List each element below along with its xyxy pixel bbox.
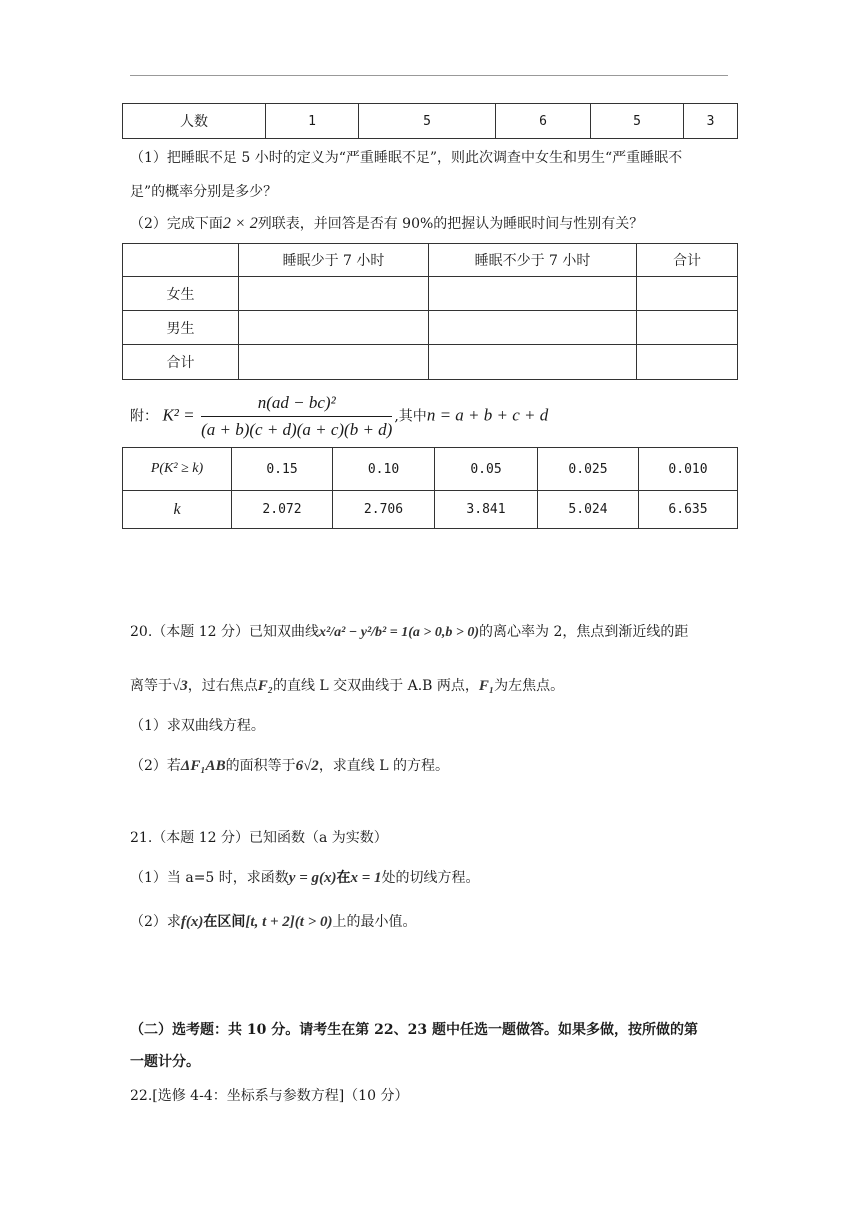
q21-text: 上的最小值。 [332,914,417,930]
table-header [123,244,239,277]
q20-text: 离等于 [130,678,172,694]
row-label: 合计 [123,345,239,380]
q21-text: （1）当 a=5 时，求函数 [130,870,289,886]
empty-cell [239,311,429,345]
q20-math: 6√2 [295,758,319,774]
k-label: k [123,491,232,529]
q21-text: 处的切线方程。 [381,870,480,886]
k-value: 3.841 [435,491,538,529]
p-label: P(K² ≥ k) [123,448,232,491]
empty-cell [637,345,738,380]
p-value: 0.010 [639,448,738,491]
formula-suffix: ,其中 [394,408,427,425]
count-table [122,103,738,139]
q20-line1 [130,622,688,643]
p-value: 0.10 [333,448,435,491]
table-header: 睡眠不少于 7 小时 [429,244,637,277]
q20-text: 的直线 L 交双曲线于 A.B 两点， [272,678,479,694]
table-row [123,345,738,380]
q21-text: 在区间 [203,914,246,930]
q21-text: （2）求 [130,914,181,930]
count-value: 5 [359,104,496,139]
q2-text-b: 列联表，并回答是否有 90%的把握认为睡眠时间与性别有关？ [257,216,644,232]
q21-math: y = g(x) [288,870,337,886]
row-label: 女生 [123,277,239,311]
q21-math: [t, t + 2](t > 0) [245,914,333,930]
row-label: 男生 [123,311,239,345]
table-row [123,311,738,345]
section2-line2: 一题计分。 [130,1054,200,1070]
q20-line2 [130,676,564,696]
p-value: 0.15 [232,448,333,491]
q20-math: F₂ [257,678,273,694]
table-row [123,277,738,311]
q20-text: （2）若 [130,758,181,774]
q20-hyperbola-math: x²/a² − y²/b² = 1(a > 0,b > 0) [318,625,480,640]
q20-math: ΔF₁AB [180,758,226,774]
count-label: 人数 [123,104,266,139]
empty-cell [239,345,429,380]
q2-text-a: （2）完成下面 [130,216,223,232]
count-value: 5 [591,104,684,139]
q21-line1: 21.（本题 12 分）已知函数（a 为实数） [130,830,388,846]
q1-line2: 足”的概率分别是多少？ [130,184,278,200]
empty-cell [239,277,429,311]
header-rule [130,75,728,76]
q20-math: √3 [172,678,188,694]
empty-cell [429,311,637,345]
q20-sub2 [130,756,449,776]
k-value: 5.024 [538,491,639,529]
q20-text: ，求直线 L 的方程。 [318,758,450,774]
table-header: 合计 [637,244,738,277]
formula-lhs: K² = [162,405,195,425]
q21-text: 在 [336,870,351,886]
q21-math: f(x) [180,914,204,930]
q20-text: 的面积等于 [225,758,296,774]
count-value: 6 [496,104,591,139]
formula-denominator: (a + b)(c + d)(a + c)(b + d) [201,420,393,439]
q20-text: 20.（本题 12 分）已知双曲线 [130,624,319,640]
p-value: 0.025 [538,448,639,491]
section2-line1: （二）选考题：共 10 分。请考生在第 22、23 题中任选一题做答。如果多做，按所做的第 [130,1022,698,1038]
q1-line1: （1）把睡眠不足 5 小时的定义为“严重睡眠不足”，则此次调查中女生和男生“严重睡眠不 [130,150,683,166]
empty-cell [429,277,637,311]
k-value: 2.072 [232,491,333,529]
q20-sub1: （1）求双曲线方程。 [130,718,265,734]
critical-value-table [122,447,738,529]
empty-cell [637,277,738,311]
q21-sub2 [130,912,417,932]
count-value: 3 [684,104,738,139]
k-value: 2.706 [333,491,435,529]
formula-suffix-math: n = a + b + c + d [426,405,549,425]
q2-text [130,214,643,234]
q22-title: 22.[选修 4-4：坐标系与参数方程]（10 分） [130,1088,409,1104]
table-header: 睡眠少于 7 小时 [239,244,429,277]
contingency-table [122,243,738,380]
count-value: 1 [266,104,359,139]
k-value: 6.635 [639,491,738,529]
formula-prefix: 附： [130,408,158,425]
p-value: 0.05 [435,448,538,491]
q20-text: ，过右焦点 [187,678,258,694]
q20-math: F₁ [478,678,495,694]
q20-text: 的离心率为 2，焦点到渐近线的距 [479,624,689,640]
empty-cell [429,345,637,380]
empty-cell [637,311,738,345]
q21-math: x = 1 [350,870,382,886]
q20-text: 为左焦点。 [494,678,565,694]
q2-math: 2 × 2 [222,215,258,232]
chi-square-formula [130,392,548,441]
formula-numerator: n(ad − bc)² [201,392,392,417]
q21-sub1 [130,868,480,888]
formula-fraction [201,392,392,441]
